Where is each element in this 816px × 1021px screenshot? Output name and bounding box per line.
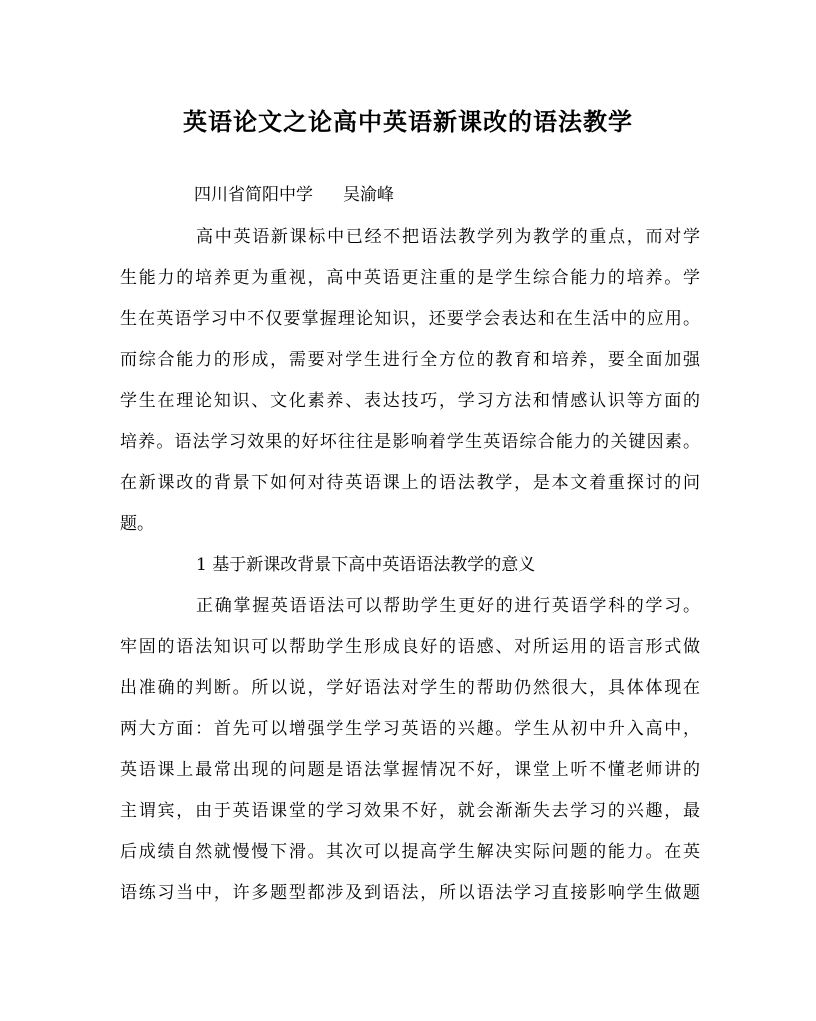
author-name: 吴渝峰 (343, 185, 394, 205)
text-line: 语练习当中，许多题型都涉及到语法，所以语法学习直接影响学生做题 (120, 883, 700, 903)
text-line: 生在英语学习中不仅要掌握理论知识，还要学会表达和在生活中的应用。 (120, 309, 700, 329)
text-line: 正确掌握英语语法可以帮助学生更好的进行英语学科的学习。 (196, 596, 700, 616)
text-line: 题。 (120, 514, 154, 534)
document-title: 英语论文之论高中英语新课改的语法教学 (183, 107, 633, 136)
text-line: 主谓宾，由于英语课堂的学习效果不好，就会渐渐失去学习的兴趣，最 (120, 801, 700, 821)
text-line: 而综合能力的形成，需要对学生进行全方位的教育和培养，要全面加强 (120, 350, 700, 370)
text-line: 牢固的语法知识可以帮助学生形成良好的语感、对所运用的语言形式做 (120, 637, 700, 657)
text-line: 后成绩自然就慢慢下滑。其次可以提高学生解决实际问题的能力。在英 (120, 842, 700, 862)
body-text (120, 217, 700, 914)
text-line: 英语课上最常出现的问题是语法掌握情况不好，课堂上听不懂老师讲的 (120, 760, 700, 780)
text-line: 高中英语新课标中已经不把语法教学列为教学的重点，而对学 (196, 227, 700, 247)
section-heading: 1 基于新课改背景下高中英语语法教学的意义 (196, 555, 536, 575)
text-line: 培养。语法学习效果的好坏往往是影响着学生英语综合能力的关键因素。 (120, 432, 700, 452)
paragraph-intro (120, 217, 700, 545)
text-line: 在新课改的背景下如何对待英语课上的语法教学，是本文着重探讨的问 (120, 473, 700, 493)
school-name: 四川省简阳中学 (194, 185, 313, 205)
text-line: 学生在理论知识、文化素养、表达技巧，学习方法和情感认识等方面的 (120, 391, 700, 411)
text-line: 生能力的培养更为重视，高中英语更注重的是学生综合能力的培养。学 (120, 268, 700, 288)
byline (194, 182, 394, 208)
text-line: 两大方面：首先可以增强学生学习英语的兴趣。学生从初中升入高中， (120, 719, 700, 739)
text-line: 出准确的判断。所以说，学好语法对学生的帮助仍然很大，具体体现在 (120, 678, 700, 698)
paragraph-significance (120, 586, 700, 914)
